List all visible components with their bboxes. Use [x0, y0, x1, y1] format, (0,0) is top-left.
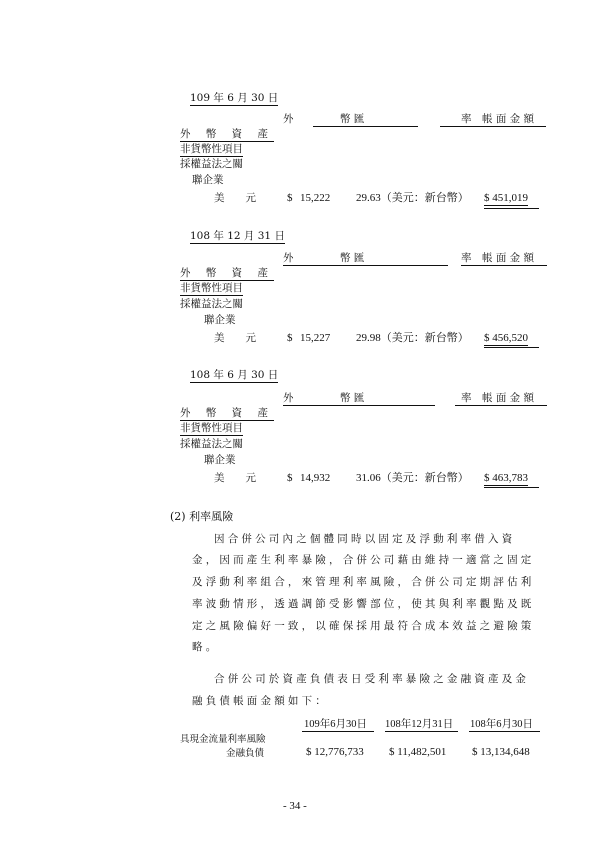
- col-rule: [455, 405, 547, 406]
- col-header-rate: 幣 匯: [340, 392, 365, 404]
- paragraph-line: 及浮動利率組合，來管理利率風險，合併公司定期評估利: [192, 576, 535, 588]
- exchange-rate: 31.06（美元：新台幣）: [356, 472, 469, 484]
- section-date: 108 年 6 月 30 日: [190, 369, 279, 381]
- col-header-book: 帳 面 金 額: [482, 392, 535, 404]
- paragraph-line: 融負債帳面金額如下：: [192, 695, 329, 707]
- exchange-rate: 29.98（美元：新台幣）: [356, 332, 469, 344]
- paragraph-line: 因合併公司內之個體同時以固定及浮動利率借入資: [214, 533, 516, 545]
- equity-method-label-2: 聯企業: [204, 454, 236, 466]
- table-header: 109年6月30日: [304, 719, 367, 730]
- nonmonetary-label: 非貨幣性項目: [180, 422, 243, 434]
- paragraph-line: 合併公司於資產負債表日受利率暴險之金融資產及金: [214, 673, 530, 685]
- double-rule: [484, 487, 539, 488]
- col-header-fx: 外: [283, 252, 294, 264]
- header-rule: [302, 731, 374, 732]
- book-value: $ 456,520: [484, 332, 528, 344]
- assets-label: 外 幣 資 產: [180, 128, 275, 140]
- paragraph-line: 金，因而產生利率暴險，合併公司藉由維持一適當之固定: [192, 554, 535, 566]
- exchange-rate: 29.63（美元：新台幣）: [356, 192, 469, 204]
- col-header-book: 帳 面 金 額: [482, 113, 535, 125]
- col-rule: [283, 265, 448, 266]
- col-header-rate: 幣 匯: [340, 252, 365, 264]
- header-rule: [385, 731, 458, 732]
- section-date: 108 年 12 月 31 日: [190, 230, 285, 242]
- table-header: 108年6月30日: [470, 719, 533, 730]
- row-group-label: 具現金流量利率風險: [180, 734, 266, 745]
- currency-label: 美 元: [214, 332, 256, 344]
- fx-amount: 15,222: [300, 192, 331, 204]
- header-rule: [469, 731, 540, 732]
- equity-method-label-2: 聯企業: [204, 314, 236, 326]
- page-number: - 34 -: [283, 800, 307, 812]
- assets-label: 外 幣 資 產: [180, 407, 275, 419]
- currency-label: 美 元: [214, 192, 256, 204]
- dollar-sign: $: [287, 192, 293, 204]
- dollar-sign: $: [287, 332, 293, 344]
- assets-label: 外 幣 資 產: [180, 267, 275, 279]
- col-rule: [461, 265, 547, 266]
- nonmonetary-label: 非貨幣性項目: [180, 282, 243, 294]
- fx-amount: 14,932: [300, 472, 331, 484]
- paragraph-line: 率波動情形，透過調節受影響部位，使其與利率觀點及既: [192, 598, 535, 610]
- paragraph-line: 定之風險偏好一致，以確保採用最符合成本效益之避險策: [192, 620, 535, 632]
- section-heading: (2) 利率風險: [170, 510, 234, 523]
- row-label: 金融負債: [226, 748, 265, 759]
- col-rule: [283, 405, 435, 406]
- equity-method-label: 採權益法之關: [180, 298, 243, 310]
- nonmonetary-label: 非貨幣性項目: [180, 143, 243, 155]
- equity-method-label: 採權益法之關: [180, 158, 243, 170]
- table-cell: $ 13,134,648: [472, 746, 530, 758]
- table-cell: $ 11,482,501: [389, 746, 447, 758]
- col-header-fx: 外: [283, 392, 294, 404]
- col-header-rate2: 率: [461, 252, 472, 264]
- dollar-sign: $: [287, 472, 293, 484]
- col-header-rate: 幣 匯: [340, 113, 365, 125]
- col-header-fx: 外: [283, 113, 294, 125]
- col-rule: [313, 126, 418, 127]
- double-rule: [484, 347, 539, 348]
- book-value: $ 451,019: [484, 192, 528, 204]
- book-value: $ 463,783: [484, 472, 528, 484]
- col-rule: [440, 126, 546, 127]
- col-header-rate2: 率: [461, 113, 472, 125]
- double-rule: [484, 208, 539, 209]
- paragraph-line: 略。: [192, 641, 220, 653]
- table-header: 108年12月31日: [385, 719, 454, 730]
- equity-method-label: 採權益法之關: [180, 438, 243, 450]
- fx-amount: 15,227: [300, 332, 331, 344]
- col-header-rate2: 率: [461, 392, 472, 404]
- table-cell: $ 12,776,733: [306, 746, 364, 758]
- equity-method-label-2: 聯企業: [192, 174, 224, 186]
- section-date: 109 年 6 月 30 日: [190, 92, 279, 104]
- currency-label: 美 元: [214, 472, 256, 484]
- col-header-book: 帳 面 金 額: [482, 252, 535, 264]
